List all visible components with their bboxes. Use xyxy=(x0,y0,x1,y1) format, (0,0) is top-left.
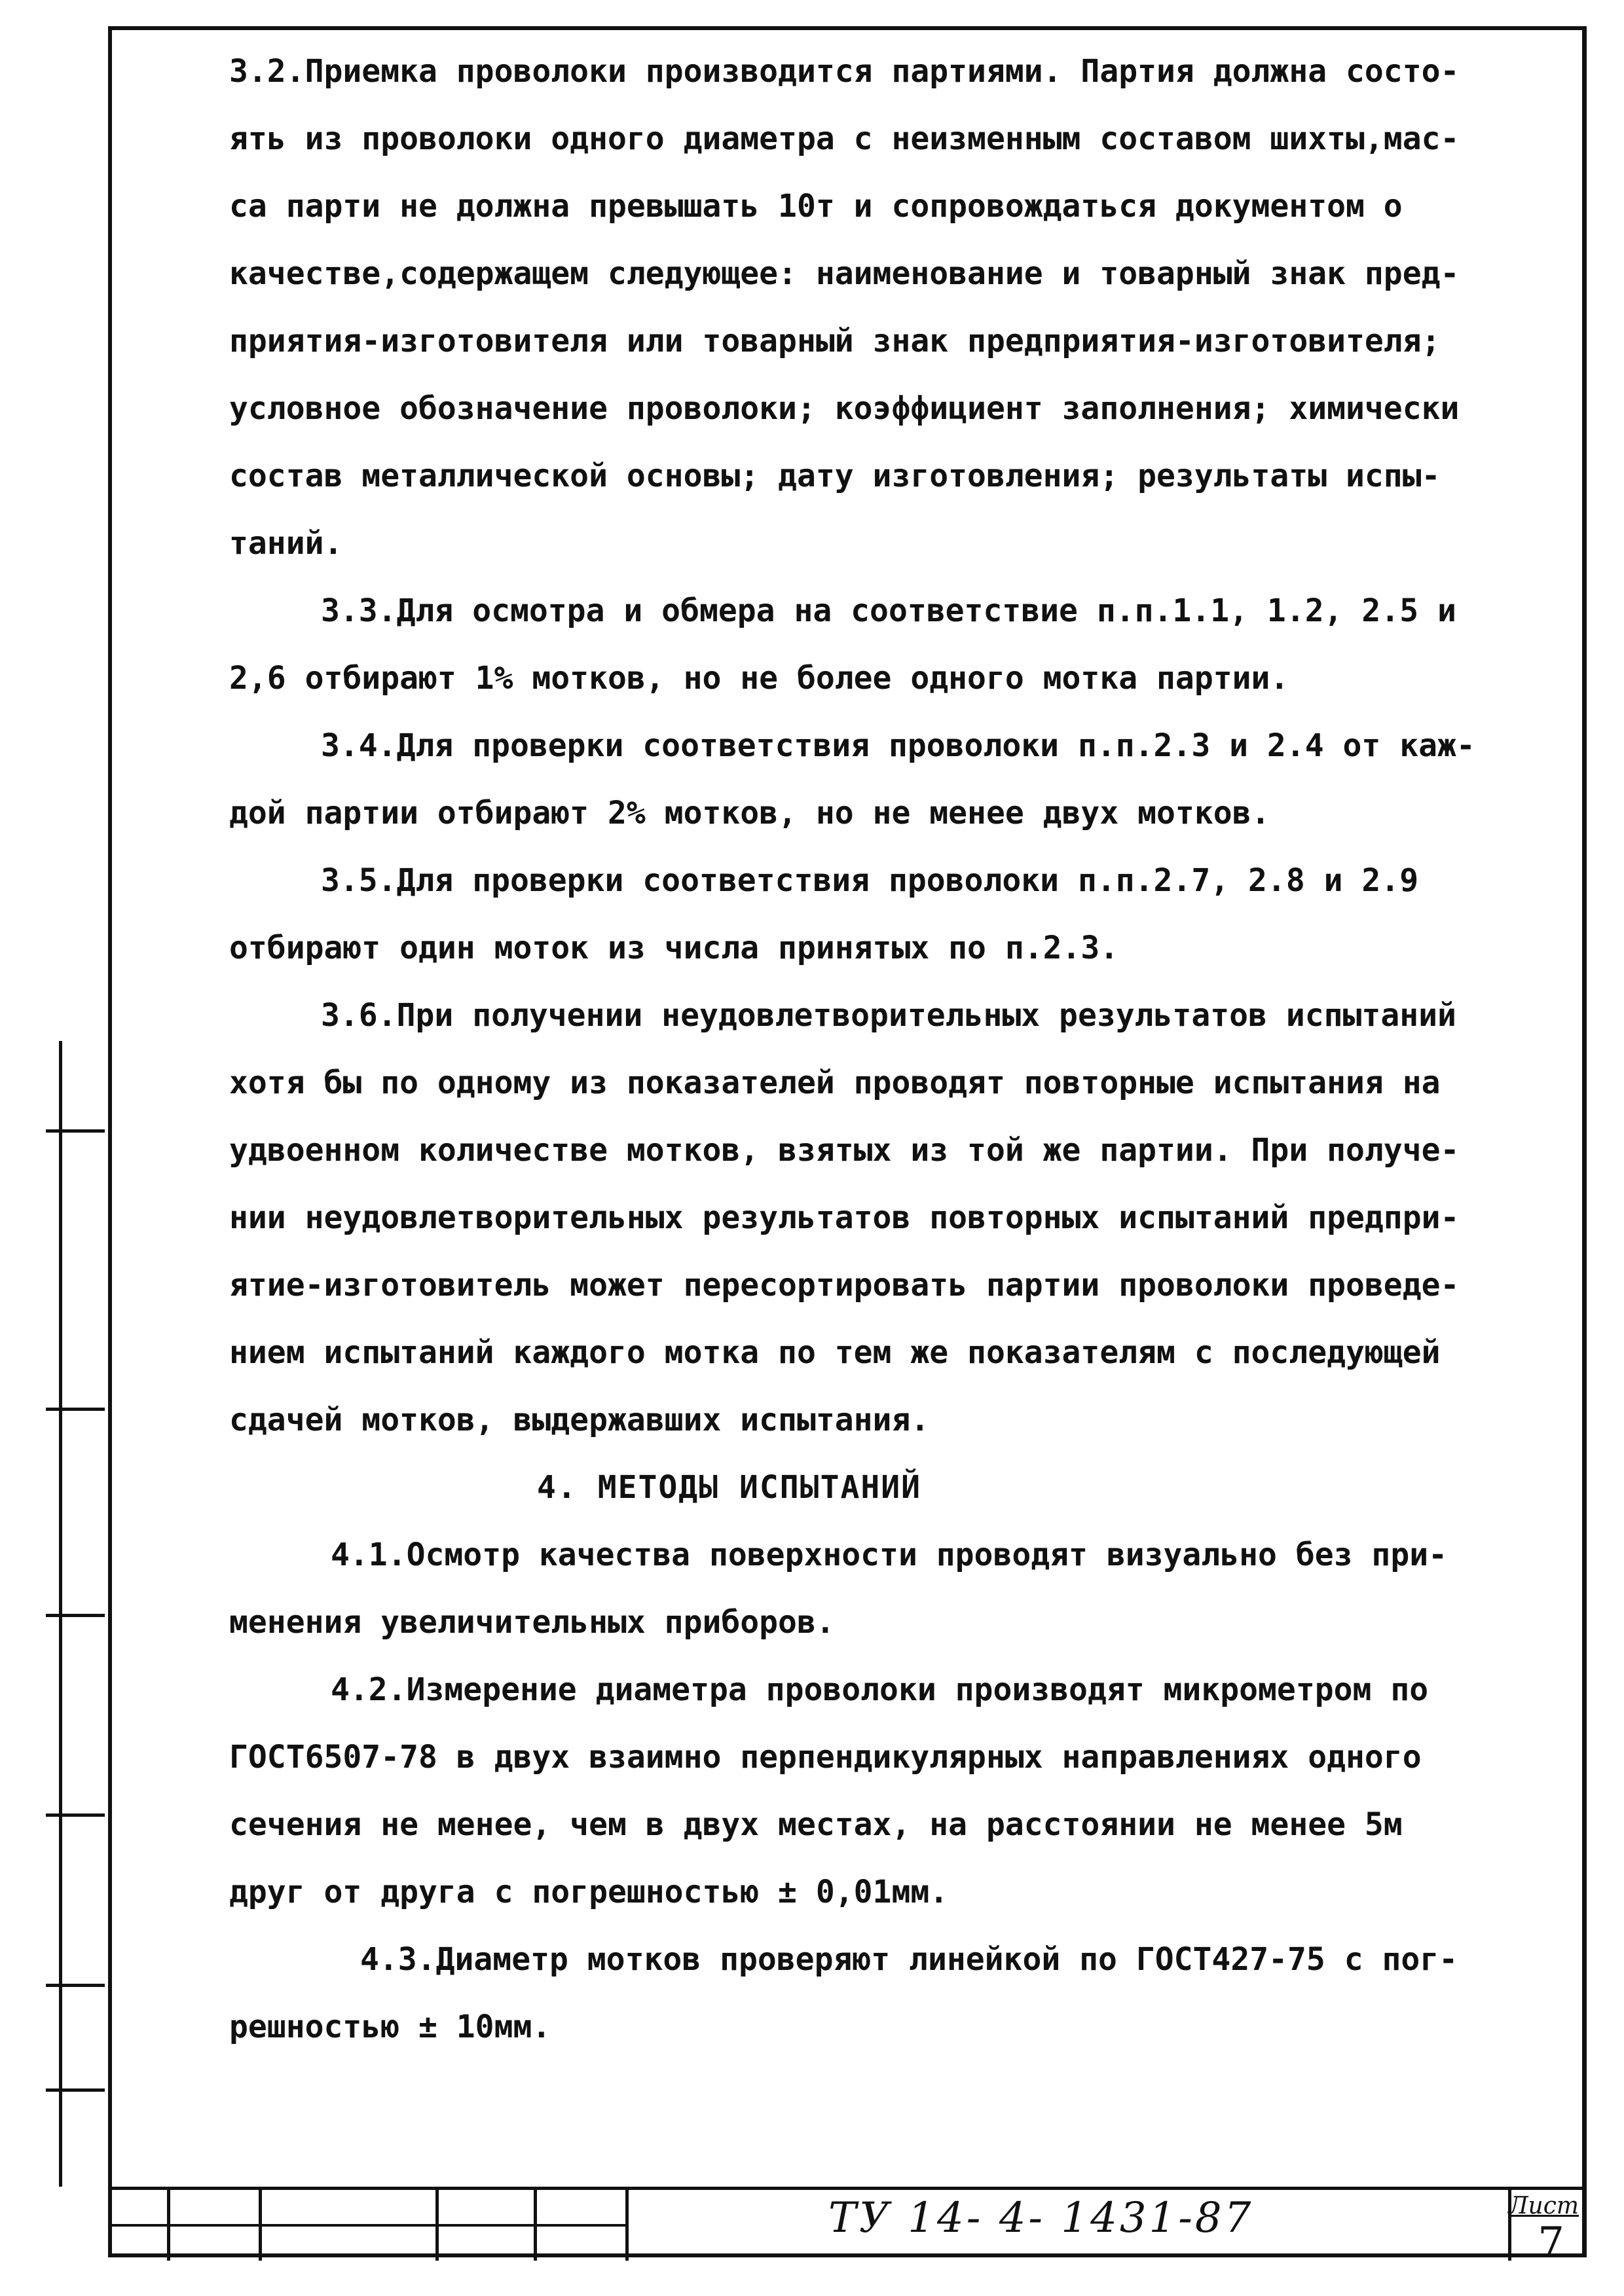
text-line: са парти не должна превышать 10т и сопровождаться документом о xyxy=(229,188,1403,225)
margin-tick xyxy=(46,1984,105,1987)
text-line: 2,6 отбирают 1% мотков, но не более одного мотка партии. xyxy=(229,660,1289,697)
text-line: качестве,содержащем следующее: наименование и товарный знак пред- xyxy=(229,255,1460,292)
text-line: удвоенном количестве мотков, взятых из той же партии. При получе- xyxy=(229,1132,1460,1169)
sheet-number: 7 xyxy=(1538,2219,1564,2267)
text-line: дой партии отбирают 2% мотков, но не менее двух мотков. xyxy=(229,795,1270,831)
text-line: сдачей мотков, выдержавших испытания. xyxy=(229,1402,930,1438)
stamp-divider xyxy=(167,2190,170,2261)
text-line: 3.5.Для проверки соответствия проволоки п.п.2.7, 2.8 и 2.9 xyxy=(321,862,1419,899)
sheet-label: Лист xyxy=(1508,2193,1579,2219)
text-line: ять из проволоки одного диаметра с неизменным составом шихты,мас- xyxy=(229,120,1460,157)
text-line: приятия-изготовителя или товарный знак предприятия-изготовителя; xyxy=(229,323,1441,359)
margin-tick xyxy=(46,1813,105,1817)
stamp-divider xyxy=(625,2190,629,2261)
text-line: 3.4.Для проверки соответствия проволоки п.п.2.3 и 2.4 от каж- xyxy=(321,727,1475,764)
text-line: ГОСТ6507-78 в двух взаимно перпендикулярных направлениях одного xyxy=(229,1739,1422,1776)
text-line: отбирают один моток из числа принятых по п.2.3. xyxy=(229,930,1119,966)
text-line: нии неудовлетворительных результатов повторных испытаний предпри- xyxy=(229,1199,1460,1236)
margin-tick xyxy=(46,1129,105,1133)
margin-tick xyxy=(46,2088,105,2092)
text-line: сечения не менее, чем в двух местах, на расстоянии не менее 5м xyxy=(229,1806,1403,1843)
title-block-stamp xyxy=(108,2187,1587,2267)
stamp-divider xyxy=(259,2190,262,2261)
text-line: ятие-изготовитель может пересортировать партии проволоки проведе- xyxy=(229,1267,1460,1303)
document-designation: ТУ 14- 4- 1431-87 xyxy=(828,2194,1254,2242)
text-line: нием испытаний каждого мотка по тем же показателям с последующей xyxy=(229,1334,1441,1371)
text-line: 3.3.Для осмотра и обмера на соответствие п.п.1.1, 1.2, 2.5 и xyxy=(321,592,1456,629)
sheet-number-box xyxy=(1508,2190,1587,2267)
stamp-divider xyxy=(534,2190,537,2261)
stamp-rule xyxy=(108,2224,625,2227)
text-line: условное обозначение проволоки; коэффициент заполнения; химически xyxy=(229,390,1460,427)
margin-tick xyxy=(46,1408,105,1411)
text-line: 3.2.Приемка проволоки производится партиями. Партия должна состо- xyxy=(229,53,1460,90)
text-line: друг от друга с погрешностью ± 0,01мм. xyxy=(229,1874,949,1910)
text-line: 4.3.Диаметр мотков проверяют линейкой по ГОСТ427-75 с пог- xyxy=(360,1941,1458,1978)
text-line: 4.2.Измерение диаметра проволоки производят микрометром по xyxy=(331,1671,1429,1708)
section-heading: 4. МЕТОДЫ ИСПЫТАНИЙ xyxy=(537,1469,922,1506)
text-line: менения увеличительных приборов. xyxy=(229,1604,835,1641)
text-line: хотя бы по одному из показателей проводят повторные испытания на xyxy=(229,1065,1441,1101)
text-line: состав металлической основы; дату изготовления; результаты испы- xyxy=(229,458,1441,494)
text-line: таний. xyxy=(229,525,343,562)
text-line: 3.6.При получении неудовлетворительных результатов испытаний xyxy=(321,997,1456,1034)
stamp-divider xyxy=(435,2190,439,2261)
document-body xyxy=(229,38,1559,2061)
text-line: 4.1.Осмотр качества поверхности проводят визуально без при- xyxy=(331,1537,1448,1573)
margin-tick xyxy=(46,1614,105,1617)
text-line: решностью ± 10мм. xyxy=(229,2009,551,2045)
